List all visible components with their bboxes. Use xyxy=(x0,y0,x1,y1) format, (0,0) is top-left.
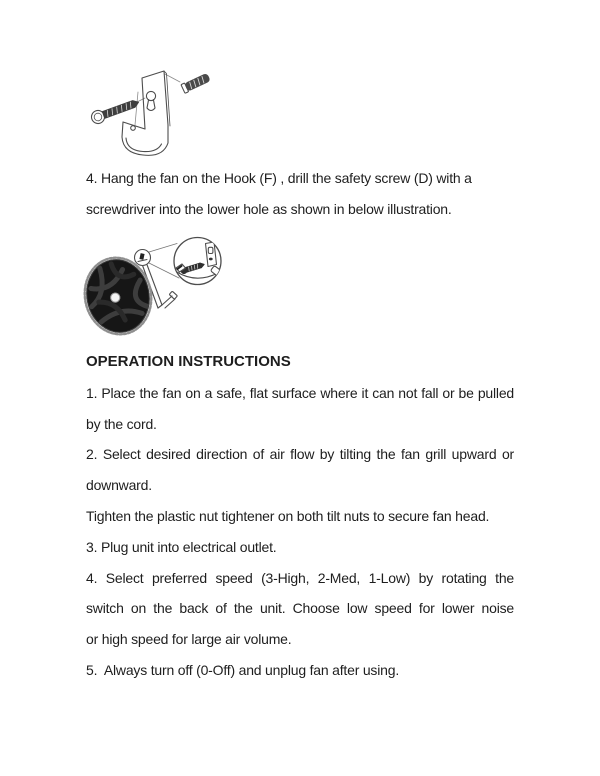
operation-heading: OPERATION INSTRUCTIONS xyxy=(86,353,291,370)
step4-line-1: 4. Hang the fan on the Hook (F) , drill the safety screw (D) with a xyxy=(86,170,472,186)
fan-mount-illustration xyxy=(58,223,263,345)
op-line-4a: 4. Select preferred speed (3-High, 2-Med, 1-Low) by rotating the xyxy=(86,569,514,586)
step4-paragraph xyxy=(86,163,514,225)
op-line-5: 5. Always turn off (0-Off) and unplug fan after using. xyxy=(86,661,400,678)
op-line-1b: by the cord. xyxy=(86,415,157,432)
op-line-4c: or high speed for large air volume. xyxy=(86,631,292,648)
op-line-2b: downward. xyxy=(86,477,152,494)
op-line-4b: switch on the back of the unit. Choose low speed for lower noise xyxy=(86,600,514,617)
op-line-tighten: Tighten the plastic nut tightener on both tilt nuts to secure fan head. xyxy=(86,507,490,524)
op-line-1a: 1. Place the fan on a safe, flat surface where it can not fall or be pulled xyxy=(86,384,514,401)
hook-kit-illustration xyxy=(85,58,245,170)
step4-line-2: screwdriver into the lower hole as shown in below illustration. xyxy=(86,200,452,217)
op-line-2a: 2. Select desired direction of air flow by tilting the fan grill upward or xyxy=(86,446,514,463)
op-line-3: 3. Plug unit into electrical outlet. xyxy=(86,538,277,555)
operation-section xyxy=(86,347,514,686)
